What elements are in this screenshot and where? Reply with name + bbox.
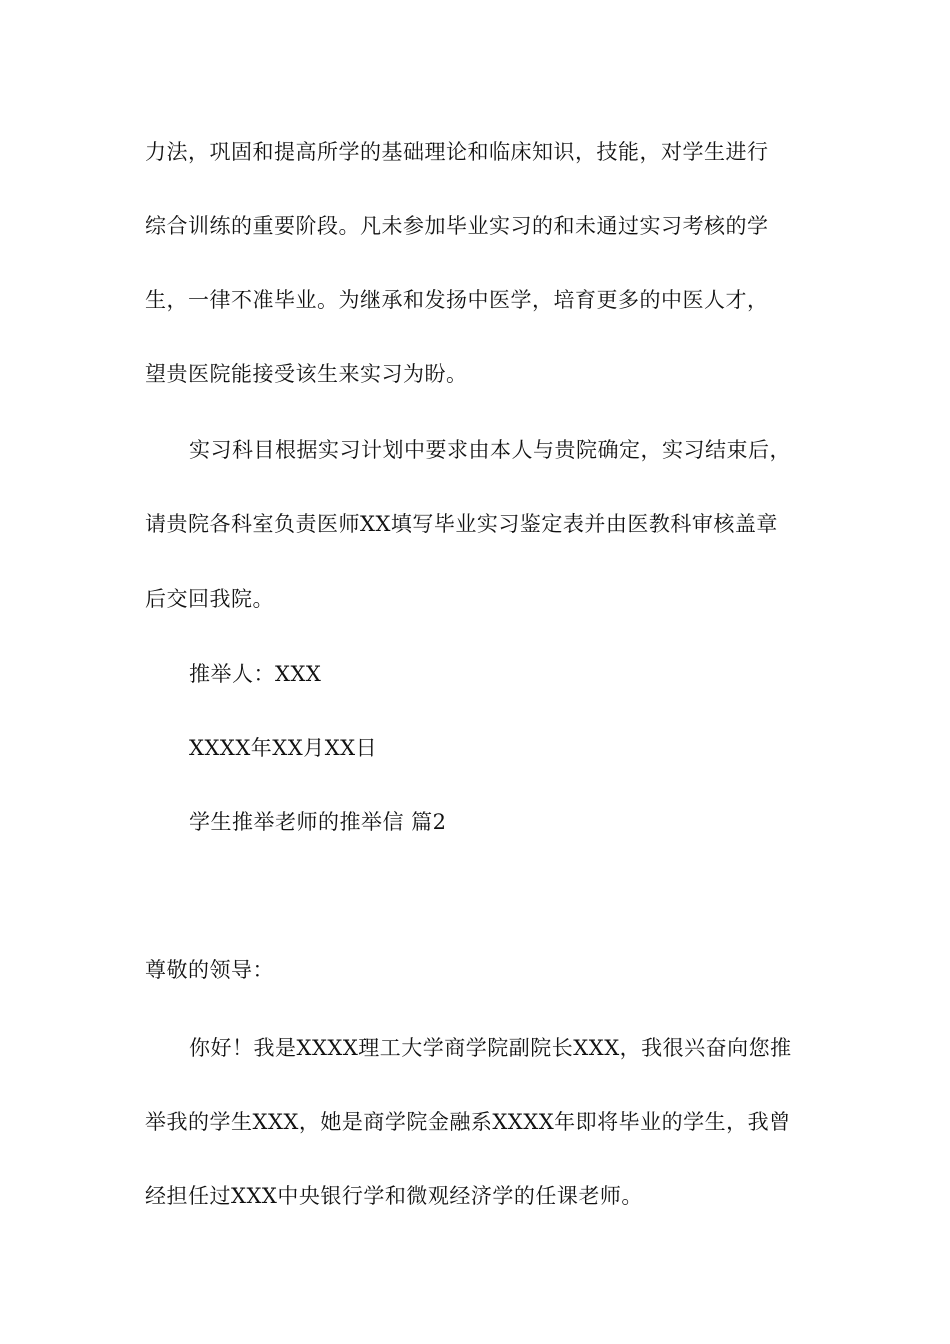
paragraph-line: 望贵医院能接受该生来实习为盼。: [145, 362, 468, 386]
date-line: XXXX年XX月XX日: [189, 736, 378, 760]
salutation: 尊敬的领导：: [145, 958, 274, 982]
paragraph-line: 实习科目根据实习计划中要求由本人与贵院确定，实习结束后，: [189, 438, 791, 462]
paragraph-line: 请贵院各科室负责医师XX填写毕业实习鉴定表并由医教科审核盖章: [145, 512, 778, 536]
section-heading: 学生推举老师的推举信 篇2: [189, 810, 447, 834]
paragraph-line: 举我的学生XXX，她是商学院金融系XXXX年即将毕业的学生，我曾: [145, 1110, 791, 1134]
paragraph-line: 后交回我院。: [145, 587, 274, 611]
paragraph-line: 综合训练的重要阶段。凡未参加毕业实习的和未通过实习考核的学: [145, 214, 769, 238]
paragraph-line: 你好！我是XXXX理工大学商学院副院长XXX，我很兴奋向您推: [189, 1036, 792, 1060]
paragraph-line: 经担任过XXX中央银行学和微观经济学的任课老师。: [145, 1184, 643, 1208]
recommender-line: 推举人：XXX: [189, 662, 322, 686]
paragraph-line: 力法，巩固和提高所学的基础理论和临床知识，技能，对学生进行: [145, 140, 769, 164]
paragraph-line: 生，一律不准毕业。为继承和发扬中医学，培育更多的中医人才，: [145, 288, 769, 312]
